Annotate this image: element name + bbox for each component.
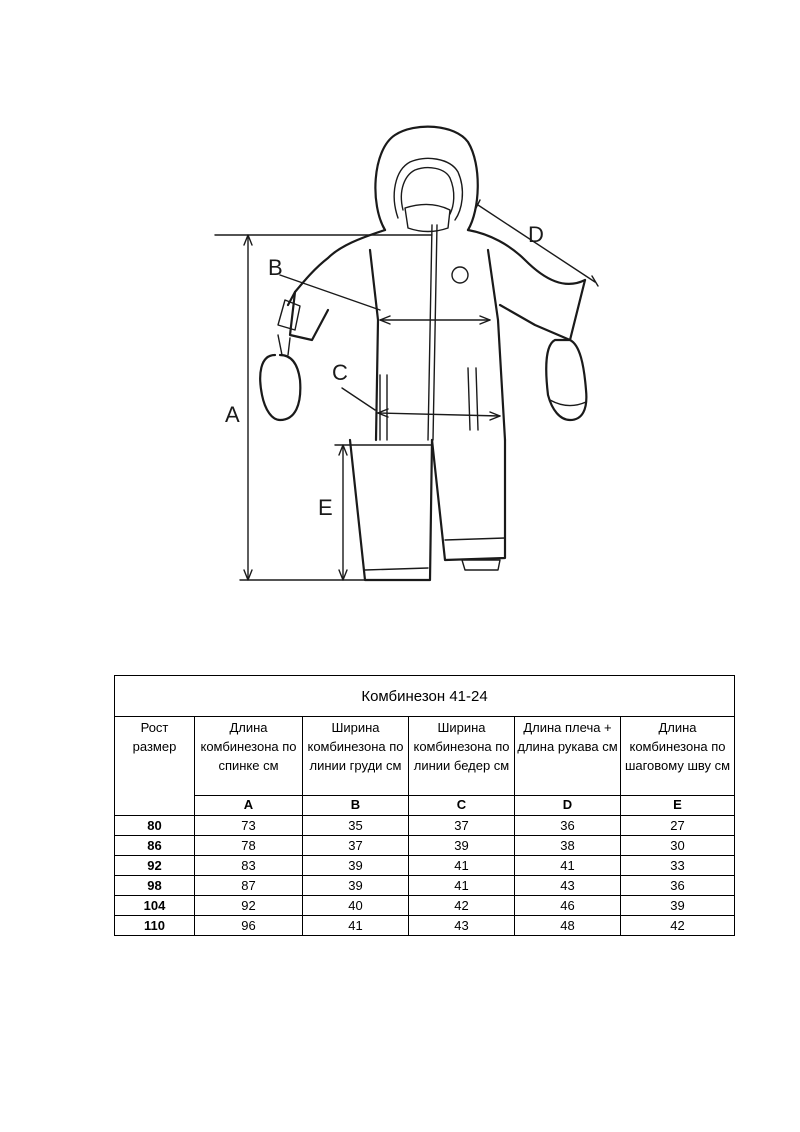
value-cell: 41 bbox=[303, 916, 409, 936]
header-size: Рост размер bbox=[115, 717, 195, 816]
letter-cell: E bbox=[621, 796, 735, 816]
value-cell: 37 bbox=[409, 816, 515, 836]
value-cell: 48 bbox=[515, 916, 621, 936]
value-cell: 39 bbox=[409, 836, 515, 856]
header-back-length: Длина комбинезона по спинке см bbox=[195, 717, 303, 796]
value-cell: 78 bbox=[195, 836, 303, 856]
value-cell: 40 bbox=[303, 896, 409, 916]
letter-cell: A bbox=[195, 796, 303, 816]
jumpsuit-sketch bbox=[200, 110, 620, 630]
table-row bbox=[115, 896, 735, 916]
value-cell: 36 bbox=[515, 816, 621, 836]
size-cell: 98 bbox=[115, 876, 195, 896]
value-cell: 73 bbox=[195, 816, 303, 836]
table-body bbox=[115, 816, 735, 936]
value-cell: 39 bbox=[303, 876, 409, 896]
value-cell: 87 bbox=[195, 876, 303, 896]
header-row bbox=[115, 717, 735, 796]
letter-cell: D bbox=[515, 796, 621, 816]
dimension-label: D bbox=[528, 222, 544, 247]
letter-cell: C bbox=[409, 796, 515, 816]
table-row bbox=[115, 856, 735, 876]
value-cell: 41 bbox=[409, 856, 515, 876]
value-cell: 35 bbox=[303, 816, 409, 836]
table-row bbox=[115, 876, 735, 896]
size-table bbox=[114, 675, 735, 936]
header-chest-width: Ширина комбинезона по линии груди см bbox=[303, 717, 409, 796]
value-cell: 43 bbox=[515, 876, 621, 896]
value-cell: 27 bbox=[621, 816, 735, 836]
header-shoulder-sleeve: Длина плеча + длина рукава см bbox=[515, 717, 621, 796]
dimension-label: E bbox=[318, 495, 333, 520]
size-cell: 80 bbox=[115, 816, 195, 836]
table-row bbox=[115, 916, 735, 936]
value-cell: 41 bbox=[409, 876, 515, 896]
letter-cell: B bbox=[303, 796, 409, 816]
jumpsuit-drawing bbox=[200, 110, 620, 630]
dimension-label: B bbox=[268, 255, 283, 280]
table-title: Комбинезон 41-24 bbox=[115, 676, 735, 717]
value-cell: 37 bbox=[303, 836, 409, 856]
value-cell: 30 bbox=[621, 836, 735, 856]
value-cell: 42 bbox=[409, 896, 515, 916]
header-hip-width: Ширина комбинезона по линии бедер см bbox=[409, 717, 515, 796]
value-cell: 36 bbox=[621, 876, 735, 896]
letter-row bbox=[115, 796, 735, 816]
table-row bbox=[115, 816, 735, 836]
value-cell: 39 bbox=[303, 856, 409, 876]
value-cell: 38 bbox=[515, 836, 621, 856]
value-cell: 46 bbox=[515, 896, 621, 916]
value-cell: 39 bbox=[621, 896, 735, 916]
table-title-row bbox=[115, 676, 735, 717]
size-cell: 92 bbox=[115, 856, 195, 876]
dimension-label: A bbox=[225, 402, 240, 427]
value-cell: 43 bbox=[409, 916, 515, 936]
value-cell: 42 bbox=[621, 916, 735, 936]
size-cell: 86 bbox=[115, 836, 195, 856]
value-cell: 96 bbox=[195, 916, 303, 936]
value-cell: 92 bbox=[195, 896, 303, 916]
value-cell: 83 bbox=[195, 856, 303, 876]
value-cell: 33 bbox=[621, 856, 735, 876]
table-row bbox=[115, 836, 735, 856]
header-inseam: Длина комбинезона по шаговому шву см bbox=[621, 717, 735, 796]
value-cell: 41 bbox=[515, 856, 621, 876]
size-cell: 110 bbox=[115, 916, 195, 936]
size-cell: 104 bbox=[115, 896, 195, 916]
dimension-label: C bbox=[332, 360, 348, 385]
